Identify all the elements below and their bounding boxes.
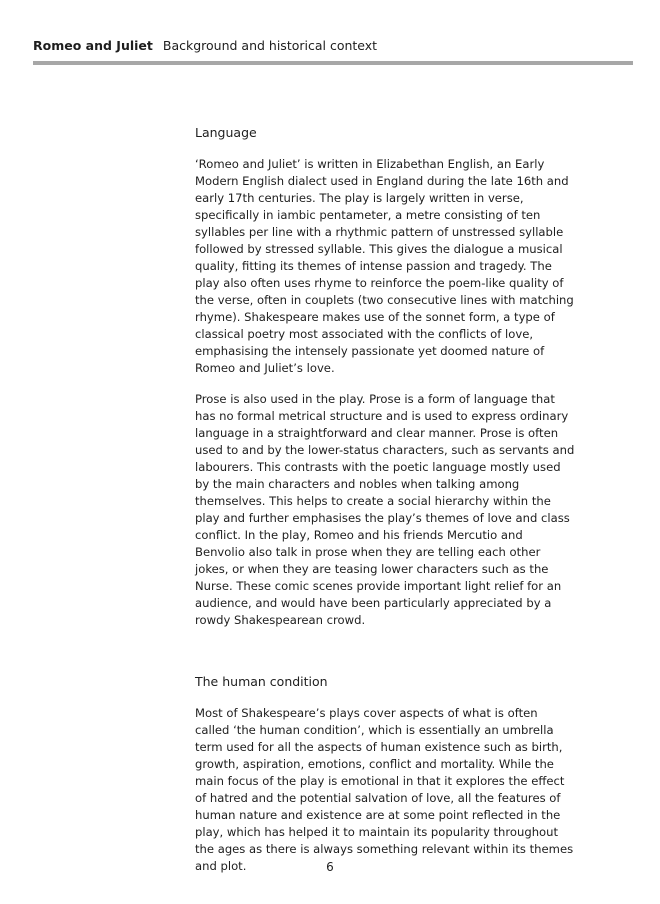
page-header bbox=[33, 38, 377, 54]
section-spacer bbox=[195, 643, 575, 673]
paragraph: Prose is also used in the play. Prose is a form of language that has no formal metrical structure and is used to express ordinary language in a straightforward and clear manner. Prose is often used to and by the lower-status characters, such as servants and labourers. This contrasts with the poetic language mostly used by the main characters and nobles when talking among themselves. This helps to create a social hierarchy within the play and further emphasises the play’s themes of love and class conflict. In the play, Romeo and his friends Mercutio and Benvolio also talk in prose when they are telling each other jokes, or when they are teasing lower characters such as the Nurse. These comic scenes provide important light relief for an audience, and would have been particularly appreciated by a rowdy Shakespearean crowd. bbox=[195, 392, 575, 627]
header-divider bbox=[33, 61, 633, 65]
book-title: Romeo and Juliet bbox=[33, 38, 153, 53]
page-number: 6 bbox=[326, 860, 334, 874]
section-heading: Language bbox=[195, 125, 257, 140]
paragraph: Most of Shakespeare’s plays cover aspects of what is often called ‘the human condition’, which is essentially an umbrella term used for all the aspects of human existence such as birth, growth, aspiration, emotions, conflict and mortality. While the main focus of the play is emotional in that it explores the effect of hatred and the potential salvation of love, all the features of human nature and existence are at some point reflected in the play, which has helped it to maintain its popularity throughout the ages as there is always something relevant within its themes and plot. bbox=[195, 706, 574, 873]
section-language bbox=[195, 124, 575, 629]
main-content bbox=[195, 124, 575, 889]
paragraph: ‘Romeo and Juliet’ is written in Elizabethan English, an Early Modern English dialect used in England during the late 16th and early 17th centuries. The play is largely written in verse, specifically in iambic pentameter, a metre consisting of ten syllables per line with a rhythmic pattern of unstressed syllable followed by stressed syllable. This gives the dialogue a musical quality, fitting its themes of intense passion and tragedy. The play also often uses rhyme to reinforce the poem-like quality of the verse, often in couplets (two consecutive lines with matching rhyme). Shakespeare makes use of the sonnet form, a type of classical poetry most associated with the conflicts of love, emphasising the intensely passionate yet doomed nature of Romeo and Juliet’s love. bbox=[195, 157, 574, 375]
section-human-condition bbox=[195, 673, 575, 875]
chapter-title: Background and historical context bbox=[162, 38, 378, 53]
section-heading: The human condition bbox=[195, 674, 328, 689]
